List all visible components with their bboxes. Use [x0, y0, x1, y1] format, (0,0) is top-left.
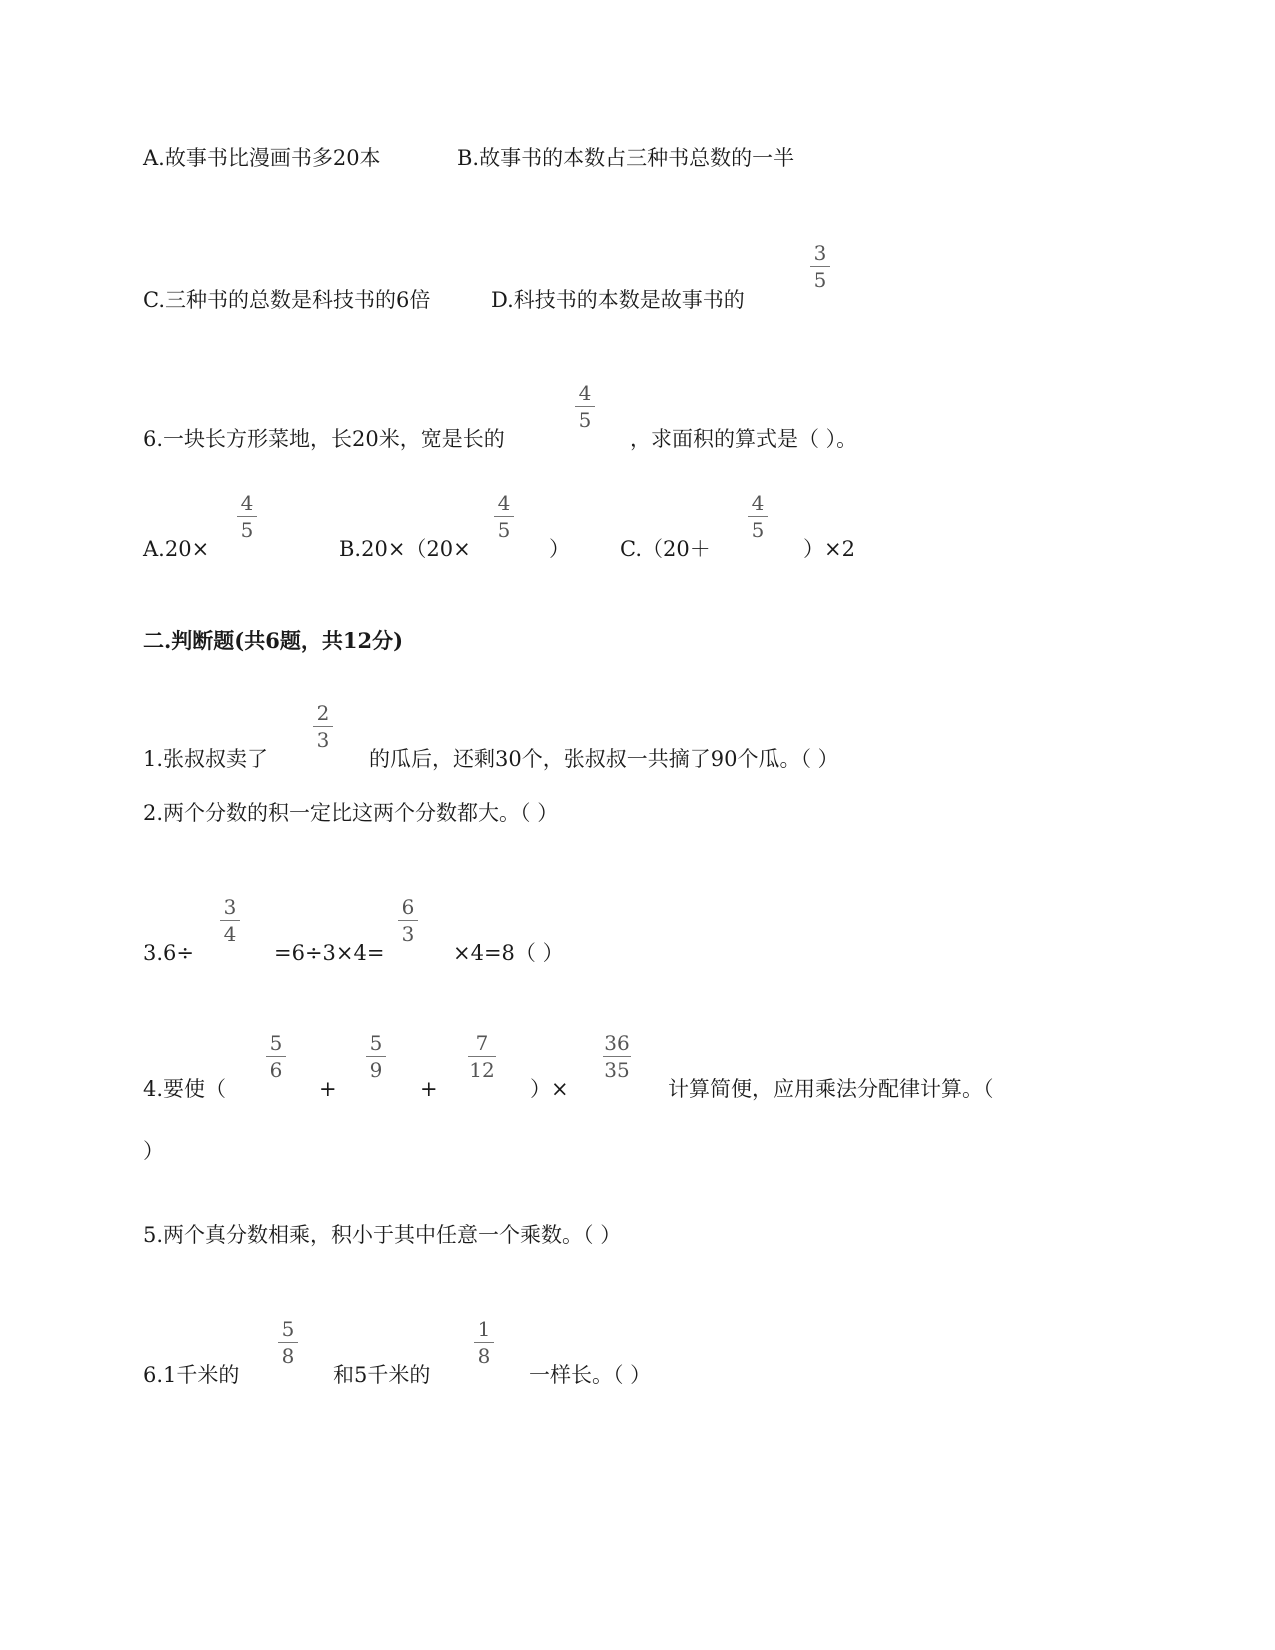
q6-option-a: A.20×	[143, 537, 210, 561]
s2-q1-suffix: 的瓜后，还剩30个，张叔叔一共摘了90个瓜。（ ）	[369, 747, 839, 771]
s2-q3-suffix: ×4=8（ ）	[453, 941, 564, 965]
s2-q4-close: ）	[143, 1139, 164, 1163]
s2-q4-fraction-1: 5 6	[254, 1032, 298, 1081]
q5-option-c: C.三种书的总数是科技书的6倍	[143, 288, 431, 312]
q6-option-c-fraction: 4 5	[736, 492, 780, 541]
s2-q4-prefix: 4.要使（	[143, 1077, 227, 1101]
s2-q6-fraction-1: 5 8	[266, 1318, 310, 1367]
s2-q3-fraction-2: 6 3	[386, 896, 430, 945]
s2-q4-fraction-2: 5 9	[354, 1032, 398, 1081]
q6-stem-prefix: 6.一块长方形菜地，长20米，宽是长的	[143, 427, 505, 451]
s2-q6-fraction-2: 1 8	[462, 1318, 506, 1367]
s2-q3-fraction-1: 3 4	[208, 896, 252, 945]
q5-option-a: A.故事书比漫画书多20本	[143, 146, 381, 170]
q6-option-c: C.（20＋	[620, 537, 711, 561]
q6-option-c-close: ）×2	[803, 537, 855, 561]
q5-option-d: D.科技书的本数是故事书的	[491, 288, 745, 312]
s2-q6-prefix: 6.1千米的	[143, 1363, 240, 1387]
s2-q2: 2.两个分数的积一定比这两个分数都大。（ ）	[143, 801, 559, 825]
q6-option-a-fraction: 4 5	[225, 492, 269, 541]
q6-stem-suffix: ，求面积的算式是（ ）。	[630, 427, 858, 451]
s2-q4-suffix: 计算简便，应用乘法分配律计算。（	[668, 1077, 994, 1101]
s2-q5: 5.两个真分数相乘，积小于其中任意一个乘数。（ ）	[143, 1223, 622, 1247]
q6-stem-fraction: 4 5	[563, 382, 607, 431]
s2-q6-mid: 和5千米的	[333, 1363, 431, 1387]
s2-q1-fraction: 2 3	[301, 702, 345, 751]
s2-q1-prefix: 1.张叔叔卖了	[143, 747, 269, 771]
s2-q3-mid: =6÷3×4=	[274, 941, 385, 965]
s2-q4-fraction-3: 7 12	[469, 1031, 495, 1082]
section-heading: 二.判断题(共6题，共12分)	[143, 628, 404, 653]
s2-q4-times: ）×	[530, 1077, 569, 1101]
q5-option-d-fraction: 3 5	[798, 242, 842, 291]
s2-q4-plus-2: +	[420, 1077, 438, 1101]
q5-option-b: B.故事书的本数占三种书总数的一半	[457, 146, 795, 170]
q6-option-b-fraction: 4 5	[482, 492, 526, 541]
q6-option-b: B.20×（20×	[339, 537, 471, 561]
s2-q3-prefix: 3.6÷	[143, 941, 194, 965]
s2-q6-suffix: 一样长。（ ）	[529, 1363, 652, 1387]
s2-q4-plus-1: +	[319, 1077, 337, 1101]
s2-q4-fraction-4: 36 35	[604, 1031, 630, 1082]
q6-option-b-close: ）	[549, 537, 570, 561]
